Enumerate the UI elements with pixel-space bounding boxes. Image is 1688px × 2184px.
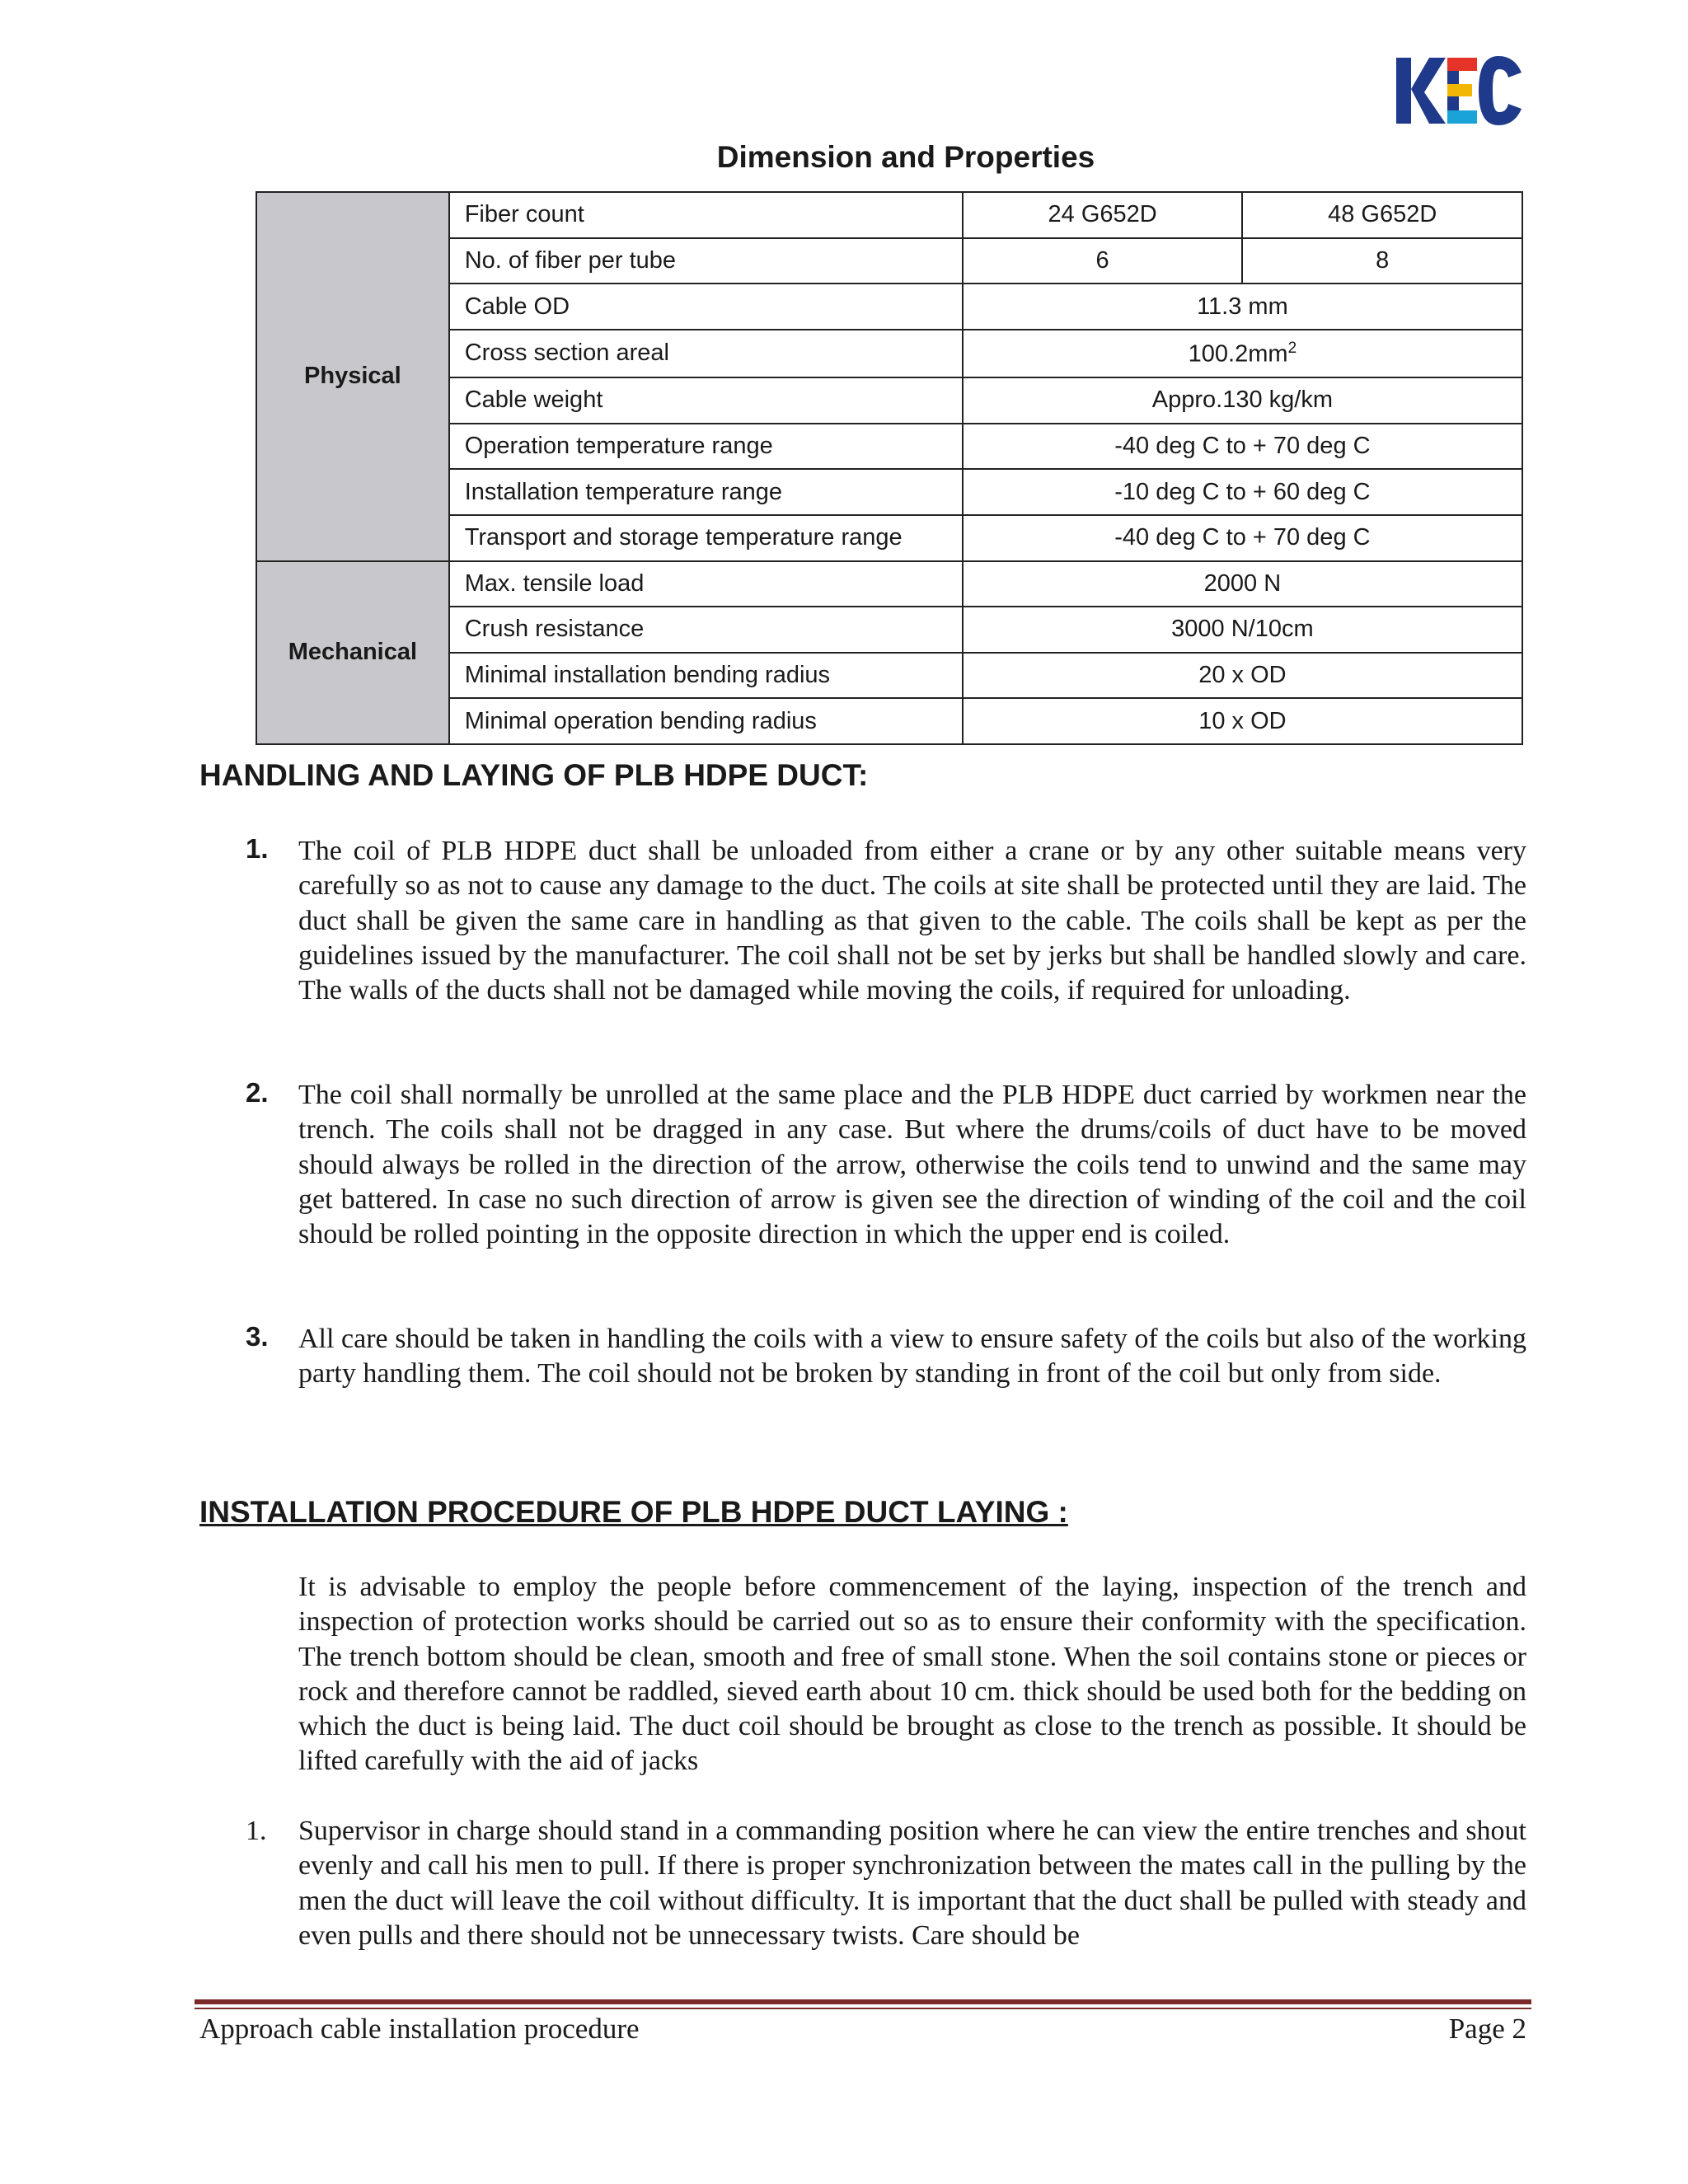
property-value: 48 G652D	[1242, 192, 1522, 238]
property-value: Appro.130 kg/km	[963, 377, 1522, 424]
list-number: 1.	[246, 1816, 267, 1846]
property-name: Cable OD	[449, 284, 963, 330]
footer-divider	[195, 1999, 1531, 2004]
list-number: 1.	[246, 833, 269, 864]
list-item: The coil shall normally be unrolled at the same place and the PLB HDPE duct carried by workmen near the trench. The coils shall not be dragged in any case. But where the drums/coils of duct have to be moved should always be rolled in the direction of the arrow, otherwise the coils tend to unwind and the same may get battered. In case no such direction of arrow is given see the direction of winding of the coil and the coil should be rolled pointing in the opposite direction in which the upper end is coiled.	[298, 1080, 1526, 1250]
property-value: 3000 N/10cm	[963, 607, 1522, 653]
kec-logo	[1396, 54, 1523, 127]
properties-table	[256, 191, 1523, 745]
property-name: Crush resistance	[449, 607, 963, 653]
property-value: 8	[1242, 238, 1522, 284]
list-item: Supervisor in charge should stand in a commanding position where he can view the entire trenches and shout evenly and call his men to pull. If there is proper synchronization between the mates call in the pulling by the men the duct will leave the coil without difficulty. It is important that the duct shall be pulled with steady and even pulls and there should not be unnecessary twists. Care should be	[298, 1816, 1526, 1951]
table-row	[256, 192, 1522, 238]
list-item: All care should be taken in handling the coils with a view to ensure safety of the coils but also of the working party handling them. The coil should not be broken by standing in front of the coil but only from side.	[298, 1324, 1526, 1390]
property-name: No. of fiber per tube	[449, 238, 963, 284]
installation-intro: It is advisable to employ the people before commencement of the laying, inspection of the trench and inspection of protection works should be carried out so as to ensure their conformity with the specification. The trench bottom should be clean, smooth and free of small stone. When the soil contains stone or pieces or rock and therefore cannot be raddled, sieved earth about 10 cm. thick should be used both for the bedding on which the duct is being laid. The duct coil should be brought as close to the trench as possible. It should be lifted carefully with the aid of jacks	[298, 1572, 1526, 1777]
property-value: -40 deg C to + 70 deg C	[963, 424, 1522, 470]
group-physical: Physical	[256, 192, 449, 561]
property-value: 24 G652D	[963, 192, 1243, 238]
property-name: Operation temperature range	[449, 424, 963, 470]
property-value: 2000 N	[963, 561, 1522, 607]
property-name: Max. tensile load	[449, 561, 963, 607]
list-number: 2.	[246, 1077, 269, 1108]
table-row	[256, 561, 1522, 607]
list-number: 3.	[246, 1321, 269, 1352]
installation-heading: INSTALLATION PROCEDURE OF PLB HDPE DUCT LAYING :	[199, 1495, 1068, 1529]
page-title: Dimension and Properties	[716, 140, 1095, 174]
page-number: Page 2	[1448, 2013, 1526, 2045]
property-name: Minimal operation bending radius	[449, 698, 963, 744]
area-value: 100.2mm	[1188, 340, 1288, 368]
list-item: The coil of PLB HDPE duct shall be unloaded from either a crane or by any other suitable means very carefully so as not to cause any damage to the duct. The coils at site shall be protected until they are laid. The duct shall be given the same care in handling as that given to the cable. The coils shall be kept as per the guidelines issued by the manufacturer. The coil shall not be set by jerks but shall be handled slowly and care. The walls of the ducts shall not be damaged while moving the coils, if required for unloading.	[298, 836, 1526, 1006]
property-value: 6	[963, 238, 1243, 284]
property-value	[963, 330, 1522, 377]
property-name: Transport and storage temperature range	[449, 515, 963, 561]
property-name: Fiber count	[449, 192, 963, 238]
footer-divider-thin	[195, 2008, 1531, 2009]
property-value: 10 x OD	[963, 698, 1522, 744]
footer-document-title: Approach cable installation procedure	[199, 2013, 640, 2045]
property-value: 11.3 mm	[963, 284, 1522, 330]
group-mechanical: Mechanical	[256, 561, 449, 745]
property-name: Cable weight	[449, 377, 963, 424]
property-value: -10 deg C to + 60 deg C	[963, 469, 1522, 515]
property-name: Installation temperature range	[449, 469, 963, 515]
property-value: -40 deg C to + 70 deg C	[963, 515, 1522, 561]
handling-heading: HANDLING AND LAYING OF PLB HDPE DUCT:	[199, 758, 869, 792]
property-name: Cross section areal	[449, 330, 963, 377]
property-value: 20 x OD	[963, 653, 1522, 699]
area-unit-exponent: 2	[1287, 339, 1297, 357]
property-name: Minimal installation bending radius	[449, 653, 963, 699]
